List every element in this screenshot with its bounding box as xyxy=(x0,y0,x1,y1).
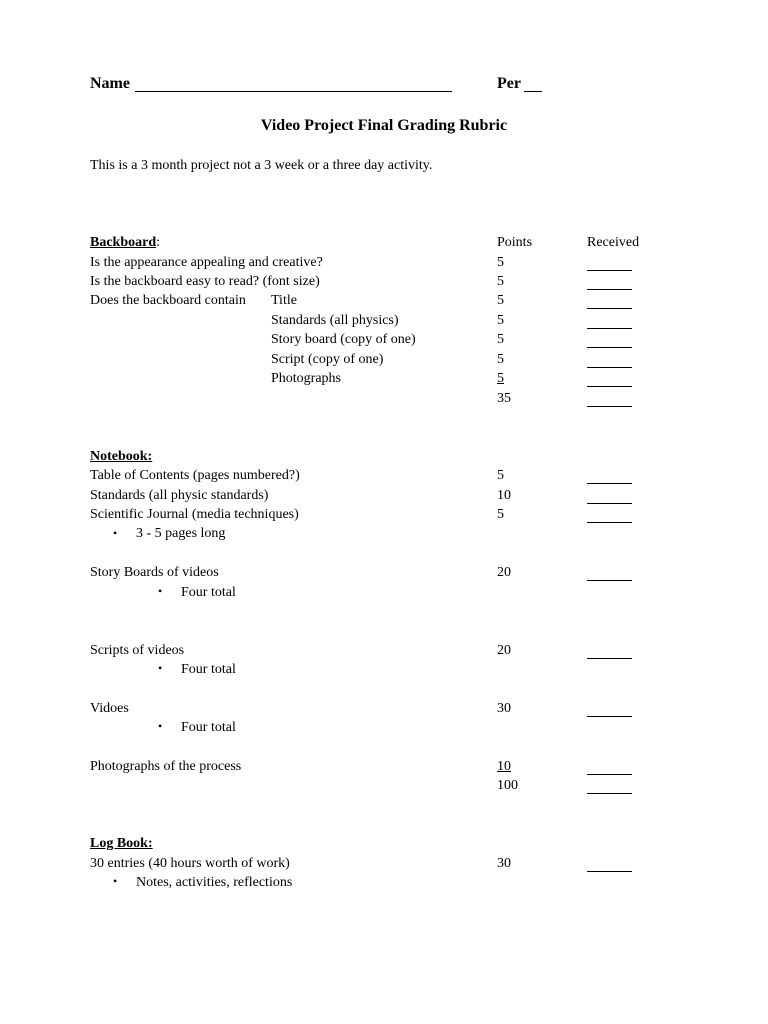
received-blank-line[interactable] xyxy=(587,522,632,523)
backboard-subitem-label: Photographs xyxy=(271,371,341,386)
bullet-icon: • xyxy=(113,874,118,888)
name-label: Name xyxy=(90,75,130,92)
notebook-item-label: Photographs of the process xyxy=(90,759,242,774)
backboard-item-points: 5 xyxy=(497,332,504,347)
received-column-header: Received xyxy=(587,235,640,250)
notebook-item-label: Vidoes xyxy=(90,701,129,716)
received-blank-line[interactable] xyxy=(587,406,632,407)
backboard-subitem-label: Story board (copy of one) xyxy=(271,332,416,347)
received-blank-line[interactable] xyxy=(587,658,632,659)
backboard-item-points: 5 xyxy=(497,274,504,289)
received-blank-line[interactable] xyxy=(587,386,632,387)
backboard-item-points: 5 xyxy=(497,293,504,308)
bullet-icon: • xyxy=(113,526,118,540)
received-blank-line[interactable] xyxy=(587,871,632,872)
notebook-item-points: 5 xyxy=(497,507,504,522)
backboard-item-points: 5 xyxy=(497,352,504,367)
notebook-bullet-text: Four total xyxy=(181,720,236,735)
notebook-item-label: Story Boards of videos xyxy=(90,565,219,580)
backboard-item-label: Does the backboard contain xyxy=(90,293,246,308)
name-blank-line[interactable] xyxy=(135,91,452,92)
points-column-header: Points xyxy=(497,235,533,250)
logbook-heading: Log Book: xyxy=(90,836,153,851)
received-blank-line[interactable] xyxy=(587,483,632,484)
backboard-total-points: 35 xyxy=(497,391,511,406)
notebook-total-points: 100 xyxy=(497,778,518,793)
backboard-item-points: 5 xyxy=(497,371,504,386)
notebook-item-points: 20 xyxy=(497,643,511,658)
received-blank-line[interactable] xyxy=(587,347,632,348)
notebook-item-label: Scientific Journal (media techniques) xyxy=(90,507,299,522)
backboard-item-label: Is the backboard easy to read? (font size) xyxy=(90,274,320,289)
received-blank-line[interactable] xyxy=(587,580,632,581)
backboard-subitem-label: Standards (all physics) xyxy=(271,313,399,328)
backboard-subitem-label: Script (copy of one) xyxy=(271,352,384,367)
received-blank-line[interactable] xyxy=(587,289,632,290)
backboard-heading-text: Backboard xyxy=(90,235,157,250)
period-label: Per xyxy=(497,75,521,92)
received-blank-line[interactable] xyxy=(587,774,632,775)
received-blank-line[interactable] xyxy=(587,270,632,271)
notebook-item-label: Scripts of videos xyxy=(90,643,185,658)
backboard-item-points: 5 xyxy=(497,255,504,270)
notebook-item-points: 30 xyxy=(497,701,511,716)
received-blank-line[interactable] xyxy=(587,367,632,368)
intro-text: This is a 3 month project not a 3 week or a three day activity. xyxy=(90,158,433,173)
notebook-item-points: 5 xyxy=(497,468,504,483)
received-blank-line[interactable] xyxy=(587,328,632,329)
document-title: Video Project Final Grading Rubric xyxy=(260,117,508,134)
logbook-item-label: 30 entries (40 hours worth of work) xyxy=(90,856,290,871)
backboard-subitem-label: Title xyxy=(271,293,297,308)
notebook-bullet-text: Four total xyxy=(181,662,236,677)
notebook-item-label: Table of Contents (pages numbered?) xyxy=(90,468,300,483)
period-blank-line[interactable] xyxy=(524,91,542,92)
backboard-item-points: 5 xyxy=(497,313,504,328)
notebook-bullet-text: Four total xyxy=(181,585,236,600)
received-blank-line[interactable] xyxy=(587,503,632,504)
notebook-item-label: Standards (all physic standards) xyxy=(90,488,269,503)
backboard-heading xyxy=(90,234,160,251)
notebook-heading: Notebook: xyxy=(90,449,153,464)
backboard-item-label: Is the appearance appealing and creative? xyxy=(90,255,323,270)
logbook-item-points: 30 xyxy=(497,856,511,871)
bullet-icon: • xyxy=(158,584,163,598)
notebook-item-points: 10 xyxy=(497,759,511,774)
received-blank-line[interactable] xyxy=(587,716,632,717)
notebook-item-points: 10 xyxy=(497,488,511,503)
received-blank-line[interactable] xyxy=(587,308,632,309)
logbook-bullet-text: Notes, activities, reflections xyxy=(136,875,293,890)
bullet-icon: • xyxy=(158,719,163,733)
backboard-heading-colon: : xyxy=(156,235,161,250)
received-blank-line[interactable] xyxy=(587,793,632,794)
bullet-icon: • xyxy=(158,661,163,675)
notebook-item-points: 20 xyxy=(497,565,511,580)
notebook-bullet-text: 3 - 5 pages long xyxy=(136,526,226,541)
